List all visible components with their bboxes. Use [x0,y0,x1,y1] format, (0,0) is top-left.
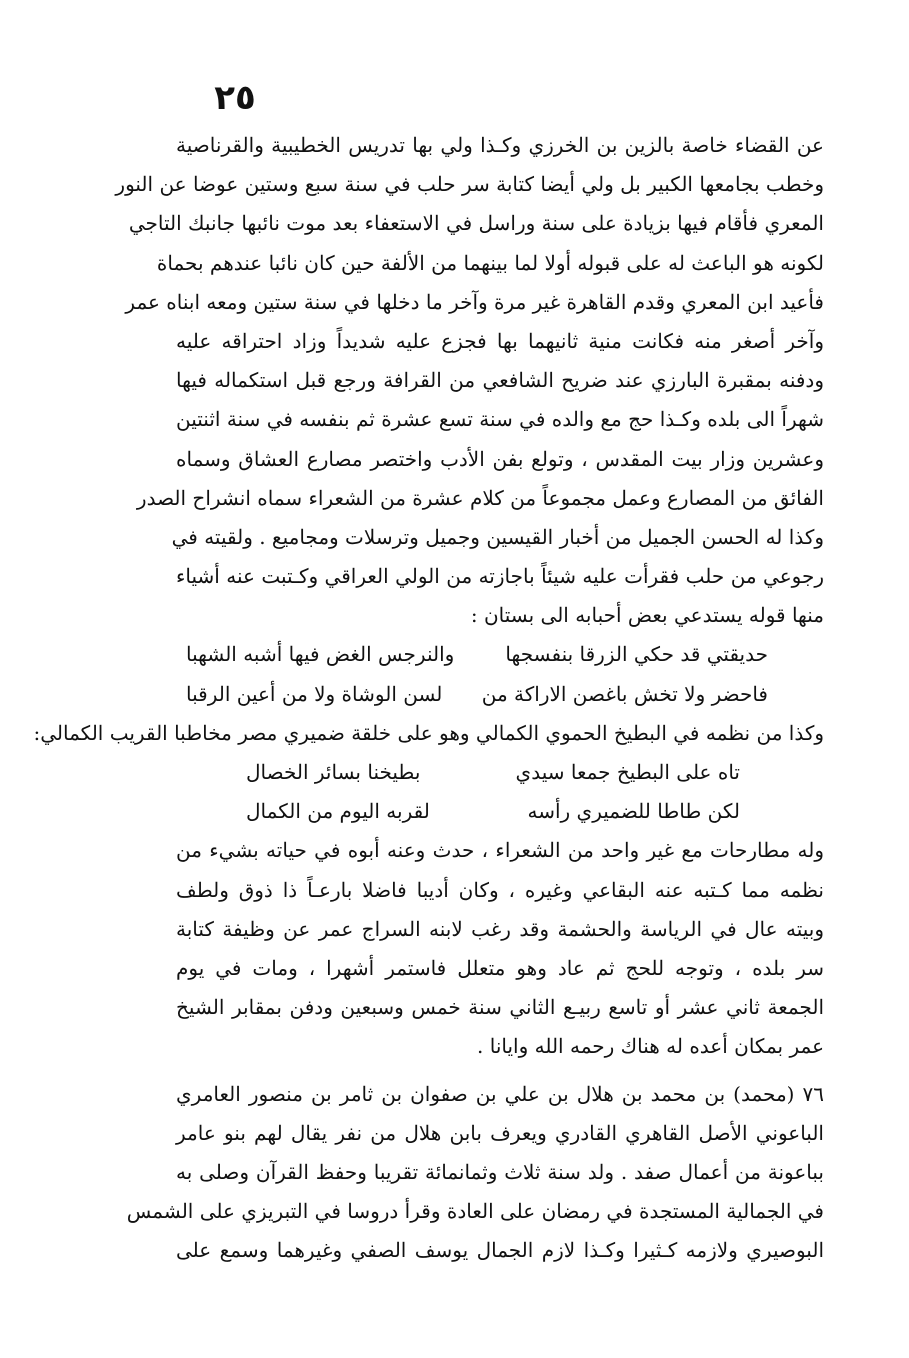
verse-first-hemistich: تاه على البطيخ جمعا سيدي [515,760,740,784]
text-line: منها قوله يستدعي بعض أحبابه الى بستان : [470,603,824,628]
text-line: في الجمالية المستجدة في رمضان على العادة وقرأ دروسا في التبريزي على الشمس [126,1199,824,1224]
text-line: رجوعي من حلب فقرأت عليه شيئاً باجازته من الولي العراقي وكـتبت عنه أشياء [176,564,824,589]
verse-line [176,675,824,714]
text-line: المعري فأقام فيها بزيادة على سنة وراسل في الاستعفاء بعد موت نائبها جانبك التاجي [128,211,824,236]
poem-garden [176,635,824,713]
text-line: وخطب بجامعها الكبير بل ولي أيضا كتابة سر حلب في سنة سبع وستين عوضا عن النور [115,172,824,197]
text-line: فأعيد ابن المعري وقدم القاهرة غير مرة وآخر ما دخلها في سنة ستين ومعه ابناه عمر [125,289,824,314]
text-line: الجمعة ثاني عشر أو تاسع ربيـع الثاني سنة خمس وسبعين ودفن بمقابر الشيخ [176,995,824,1020]
text-line: شهراً الى بلده وكـذا حج مع والده في سنة تسع عشرة ثم بنفسه في سنة اثنتين [176,407,824,432]
paragraph-biography-1-continued [176,831,824,1066]
text-line: وله مطارحات مع غير واحد من الشعراء ، حدث وعنه أبوه في حياته بشيء من [176,838,824,863]
verse-second-hemistich: والنرجس الغض فيها أشبه الشهبا [186,642,455,667]
text-line: سر بلده ، وتوجه للحج ثم عاد وهو متعلل فاستمر أشهرا ، ومات في يوم [176,955,824,980]
verse-second-hemistich: لسن الوشاة ولا من أعين الرقبا [186,681,443,706]
text-line: ٧٦ (محمد) بن محمد بن هلال بن علي بن صفوان بن ثامر بن منصور العامري [176,1081,824,1106]
text-line: عن القضاء خاصة بالزين بن الخرزي وكـذا ولي بها تدريس الخطيبية والقرناصية [176,133,824,157]
text-line: نظمه مما كـتبه عنه البقاعي وغيره ، وكان أديبا فاضلا بارعـاً ذا ذوق ولطف [176,877,824,902]
verse-second-hemistich: لقربه اليوم من الكمال [246,799,430,824]
text-line: وآخر أصغر منه فكانت منية ثانيهما بها فجزع عليه شديداً وزاد احتراقه عليه [176,328,824,353]
verse-second-hemistich: بطيخنا بسائر الخصال [246,760,421,784]
verse-first-hemistich: حديقتي قد حكي الزرقا بنفسجها [505,642,768,667]
text-line: عمر بمكان أعده له هناك رحمه الله وايانا . [477,1034,824,1059]
text-line: وبيته عال في الرياسة والحشمة وقد رغب لابنه السراج عمر عن وظيفة كتابة [176,916,824,941]
text-line: بباعونة من أعمال صفد . ولد سنة ثلاث وثمانمائة تقريبا وحفظ القرآن وصلى به [176,1159,824,1184]
paragraph-biography-1 [115,126,824,635]
text-line: ودفنه بمقبرة البارزي عند ضريح الشافعي من القرافة ورجع قبل استكماله فيها [176,368,824,393]
text-line: لكونه هو الباعث له على قبوله أولا لما بينهما من الألفة حين كان نائبا عندهم بحماة [156,250,824,275]
verse-line [176,792,824,831]
verse-line [176,635,824,674]
text-line: وكذا له الحسن الجميل من أخبار القيسين وجميل وترسلات ومجاميع . ولقيته في [171,524,824,549]
text-line: الباعوني الأصل القاهري القادري ويعرف بابن هلال من نفر يقال لهم بنو عامر [176,1120,824,1145]
text-line: الفائق من المصارع وعمل مجموعاً من كلام عشرة من الشعراء سماه انشراح الصدر [136,485,824,510]
text-line: وعشرين وزار بيت المقدس ، وتولع بفن الأدب واختصر مصارع العشاق وسماه [176,446,824,471]
verse-line [176,753,824,792]
text-line: البوصيري ولازمه كـثيرا وكـذا لازم الجمال يوسف الصفي وغيرهما وسمع على [176,1238,824,1263]
body-text [33,126,824,1270]
paragraph-biography-76 [126,1075,824,1271]
poem-intro-line: وكذا من نظمه في البطيخ الحموي الكمالي وهو على خلقة ضميري مصر مخاطبا القريب الكمالي: [33,720,824,745]
page-number: ٢٥ [214,78,256,118]
verse-first-hemistich: لكن طاطا للضميري رأسه [527,799,740,824]
verse-first-hemistich: فاحضر ولا تخش باغصن الاراكة من [481,681,768,706]
poem-melon [176,753,824,831]
